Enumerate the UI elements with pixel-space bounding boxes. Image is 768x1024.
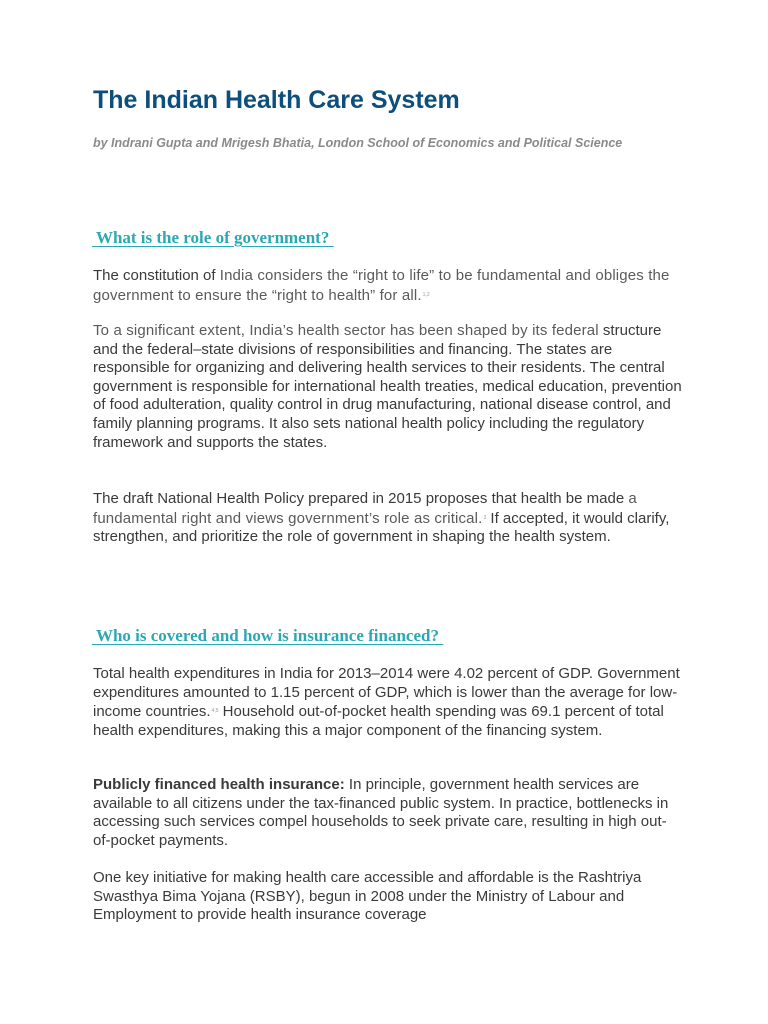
paragraph-text: Total health expenditures in India for 2013–2014 were 4.02 percent of GDP. Government expenditures amounted to 1.15 percent of GDP, which is lower than the average for low-income countries.	[93, 665, 680, 721]
paragraph-constitution	[93, 267, 683, 305]
paragraph-text: If accepted, it would clarify, strengthen, and prioritize the role of government in shaping the health system.	[93, 509, 670, 546]
paragraph-federal-structure	[93, 322, 683, 452]
footnote-ref[interactable]: 3	[483, 514, 487, 521]
paragraph-expenditures	[93, 665, 683, 740]
paragraph-text: a fundamental right and views government’s role as critical.	[93, 490, 637, 527]
paragraph-label: Publicly financed health insurance:	[93, 776, 345, 793]
article-title: The Indian Health Care System	[93, 86, 460, 114]
paragraph-text: The draft National Health Policy prepared in 2015 proposes that health be made	[93, 490, 629, 507]
footnote-ref[interactable]: 4,5	[211, 708, 219, 715]
paragraph-text: The constitution of	[93, 267, 220, 284]
article-byline: by Indrani Gupta and Mrigesh Bhatia, London School of Economics and Political Science	[93, 136, 623, 150]
section-heading-coverage-financing: Who is covered and how is insurance financed?	[92, 626, 444, 645]
section-heading-role-of-government: What is the role of government?	[92, 228, 334, 247]
paragraph-text: Household out-of-pocket health spending was 69.1 percent of total health expenditures, making this a major component of the financing system.	[93, 703, 664, 739]
paragraph-public-insurance	[93, 776, 683, 850]
paragraph-rsby: One key initiative for making health care accessible and affordable is the Rashtriya Swasthya Bima Yojana (RSBY), begun in 2008 under the Ministry of Labour and Employment to provide health insurance coverage	[93, 869, 642, 924]
paragraph-draft-policy	[93, 490, 683, 547]
footnote-ref[interactable]: 1,2	[422, 291, 430, 298]
paragraph-text: To a significant extent, India’s health sector has been shaped by its federal	[93, 322, 599, 339]
paragraph-text: India considers the “right to life” to be fundamental and obliges the government to ensure the “right to health” for all.	[93, 267, 670, 304]
paragraph-text: In principle, government health services are available to all citizens under the tax-financed public system. In practice, bottlenecks in accessing such services compel households to seek private care, resulting in high out-of-pocket payments.	[93, 776, 669, 849]
paragraph-text: structure and the federal–state divisions of responsibilities and financing. The states are responsible for organizing and delivering health services to their residents. The central government is responsible for international health treaties, medical education, prevention of food adulteration, quality control in drug manufacturing, national disease control, and family planning programs. It also sets national health policy including the regulatory framework and supports the states.	[93, 322, 682, 451]
